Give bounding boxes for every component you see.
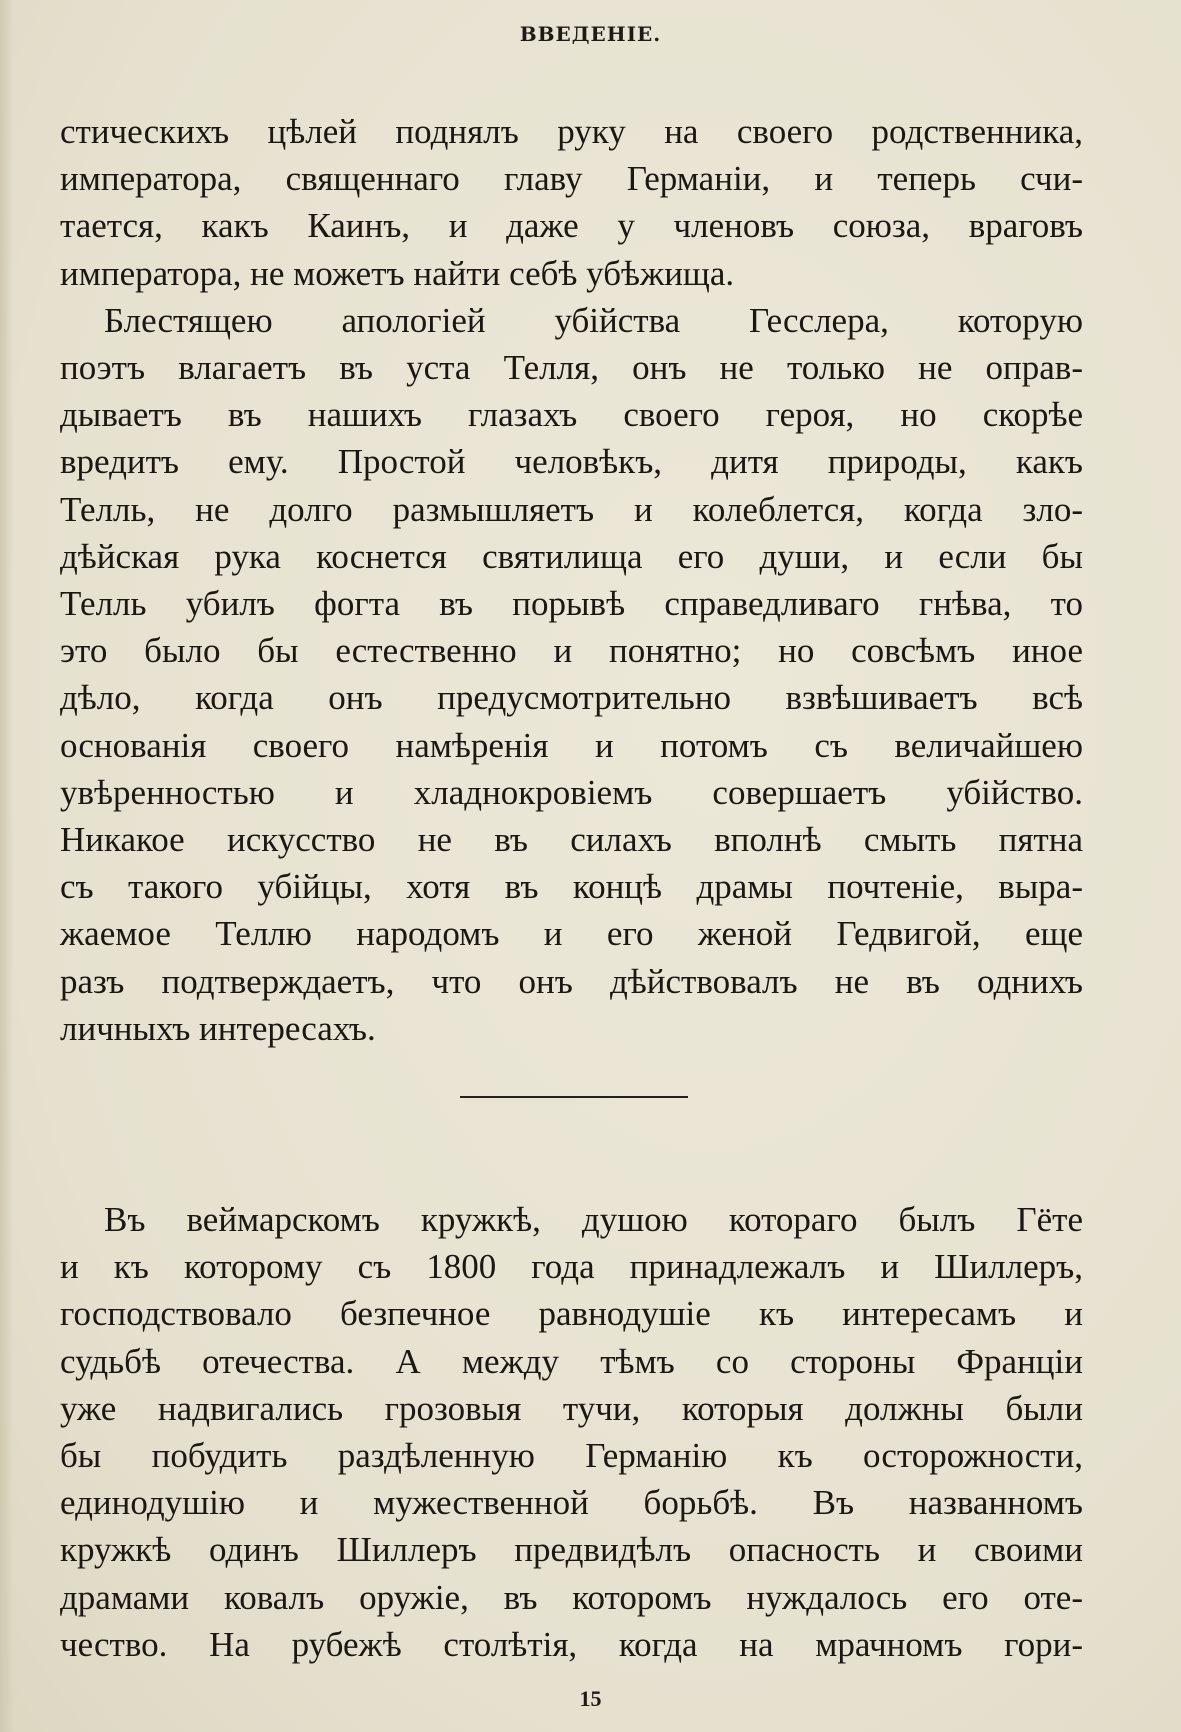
text-line: Телль, не долго размышляетъ и колеблется, когда зло-: [60, 489, 1083, 529]
text-line: тается, какъ Каинъ, и даже у членовъ союза, враговъ: [60, 206, 1083, 246]
text-line: Никакое искусство не въ силахъ вполнѣ смыть пятна: [60, 820, 1083, 860]
text-line: Въ веймарскомъ кружкѣ, душою котораго былъ Гёте: [104, 1200, 1083, 1239]
text-line: единодушію и мужественной борьбѣ. Въ названномъ: [60, 1483, 1083, 1523]
text-line: основанія своего намѣренія и потомъ съ величайшею: [60, 725, 1083, 765]
text-block-lower: [60, 1196, 1083, 1668]
text-line: чество. На рубежѣ столѣтія, когда на мрачномъ гори-: [60, 1624, 1083, 1664]
text-line: стическихъ цѣлей поднялъ руку на своего родственника,: [60, 112, 1083, 151]
text-line: драмами ковалъ оружіе, въ которомъ нуждалось его оте-: [60, 1577, 1083, 1617]
text-line: судьбѣ отечества. А между тѣмъ со стороны Франціи: [60, 1341, 1083, 1381]
text-line: разъ подтверждаетъ, что онъ дѣйствовалъ не въ однихъ: [60, 961, 1083, 1001]
text-line: поэтъ влагаетъ въ уста Телля, онъ не только не оправ-: [60, 348, 1083, 388]
text-line: вредитъ ему. Простой человѣкъ, дитя природы, какъ: [60, 442, 1083, 482]
text-line: дѣйская рука коснется святилища его души, и если бы: [60, 536, 1083, 576]
text-line: Блестящею апологіей убійства Гесслера, которую: [104, 300, 1083, 340]
text-line: Телль убилъ фогта въ порывѣ справедливаго гнѣва, то: [60, 584, 1083, 624]
section-divider: [460, 1096, 688, 1098]
page-number: 15: [579, 1686, 602, 1711]
text-line: это было бы естественно и понятно; но совсѣмъ иное: [60, 631, 1083, 671]
text-line: бы побудить раздѣленную Германію къ осторожности,: [60, 1436, 1083, 1476]
text-line: императора, священнаго главу Германіи, и теперь счи-: [60, 159, 1083, 199]
paragraph-tell-apology: [60, 297, 1083, 1052]
running-head: ВВЕДЕНІЕ.: [519, 22, 662, 46]
text-line: увѣренностью и хладнокровіемъ совершаетъ убійство.: [60, 772, 1083, 812]
text-block-upper: [60, 108, 1083, 1052]
text-line: личныхъ интересахъ.: [60, 1008, 376, 1048]
text-line: императора, не можетъ найти себѣ убѣжища.: [60, 253, 735, 293]
spine-shadow: [0, 0, 14, 1732]
text-line: жаемое Теллю народомъ и его женой Гедвигой, еще: [60, 914, 1083, 954]
paragraph-weimar-circle: [60, 1196, 1083, 1668]
text-line: уже надвигались грозовыя тучи, которыя должны были: [60, 1388, 1083, 1428]
text-line: кружкѣ одинъ Шиллеръ предвидѣлъ опасность и своими: [60, 1530, 1083, 1570]
text-line: и къ которому съ 1800 года принадлежалъ и Шиллеръ,: [60, 1247, 1083, 1287]
text-line: съ такого убійцы, хотя въ концѣ драмы почтеніе, выра-: [60, 867, 1083, 907]
paragraph-continued: [60, 108, 1083, 297]
text-line: господствовало безпечное равнодушіе къ интересамъ и: [60, 1294, 1083, 1334]
text-line: дѣло, когда онъ предусмотрительно взвѣшиваетъ всѣ: [60, 678, 1083, 718]
text-line: дываетъ въ нашихъ глазахъ своего героя, но скорѣе: [60, 395, 1083, 435]
